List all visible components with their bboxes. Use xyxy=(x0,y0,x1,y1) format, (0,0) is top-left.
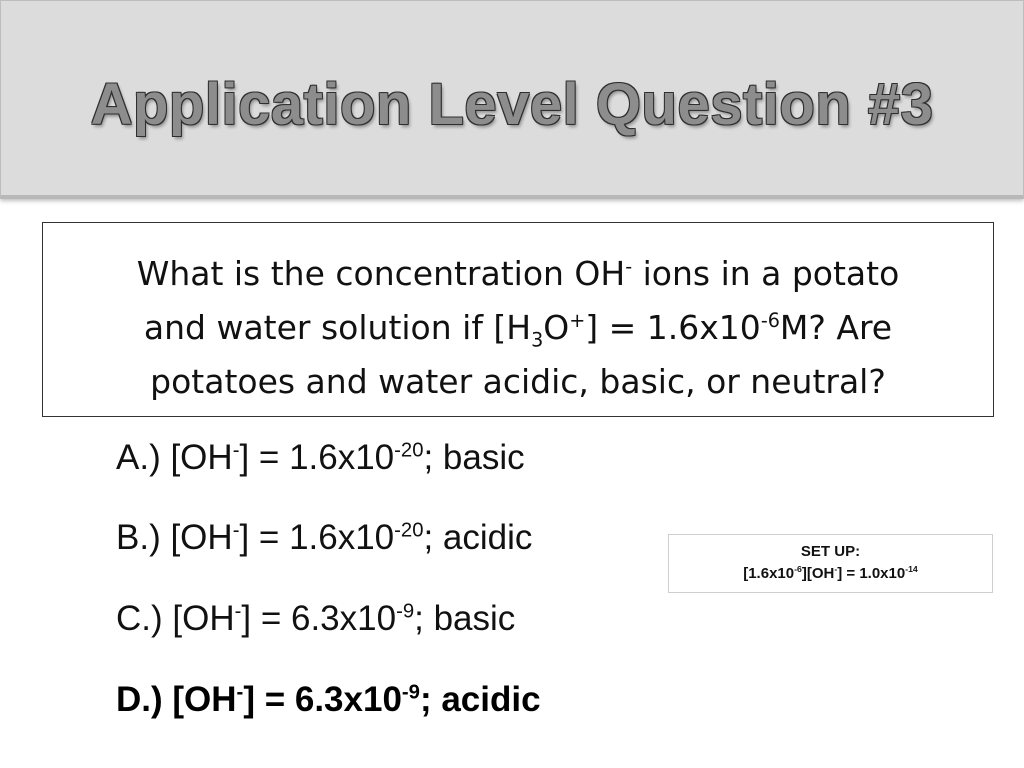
answer-option-a[interactable] xyxy=(116,438,525,478)
setup-box xyxy=(668,534,993,593)
answer-a-mid: ] = 1.6x10 xyxy=(239,438,395,477)
question-line-2-sup-1: + xyxy=(569,309,586,332)
setup-equation xyxy=(669,563,992,585)
answer-option-c[interactable] xyxy=(116,599,515,639)
question-line-2-text-a: and water solution if [H xyxy=(143,308,532,347)
answer-c-sup-2: -9 xyxy=(396,600,415,623)
answer-a-prefix: A.) [OH xyxy=(116,438,233,477)
answer-d-suffix: ; acidic xyxy=(419,680,541,719)
answer-c-prefix: C.) [OH xyxy=(116,599,235,638)
answer-b-prefix: B.) [OH xyxy=(116,518,233,557)
answer-b-sup-1: - xyxy=(232,519,240,542)
answer-b-sup-2: -20 xyxy=(394,519,424,542)
question-text xyxy=(43,247,993,409)
setup-label: SET UP: xyxy=(800,543,861,560)
answer-d-sup-2: -9 xyxy=(401,681,420,704)
question-line-2 xyxy=(43,301,993,355)
question-line-2-text-c: ] = 1.6x10 xyxy=(585,308,761,347)
answer-d-prefix: D.) [OH xyxy=(116,680,237,719)
answer-a-suffix: ; basic xyxy=(423,438,525,477)
answer-d-mid: ] = 6.3x10 xyxy=(243,680,402,719)
answer-option-d-correct[interactable] xyxy=(116,680,541,720)
question-line-2-text-d: M? Are xyxy=(779,308,893,347)
answer-a-sup-1: - xyxy=(232,439,240,462)
question-line-1 xyxy=(43,247,993,301)
answer-b-suffix: ; acidic xyxy=(423,518,533,557)
question-line-1-sup: - xyxy=(625,255,633,278)
setup-sup-c: -14 xyxy=(905,564,918,574)
setup-sup-b: - xyxy=(834,564,838,574)
question-line-3: potatoes and water acidic, basic, or neutral? xyxy=(150,362,886,401)
answer-d-sup-1: - xyxy=(236,681,244,704)
answer-b-mid: ] = 1.6x10 xyxy=(239,518,395,557)
question-line-2-sub: 3 xyxy=(531,328,544,352)
setup-text-b: ][OH xyxy=(801,565,835,582)
question-line-1-text-a: What is the concentration OH xyxy=(136,254,626,293)
answer-c-sup-1: - xyxy=(234,600,242,623)
setup-text-c: ] = 1.0x10 xyxy=(837,565,906,582)
answer-a-sup-2: -20 xyxy=(394,439,424,462)
setup-sup-a: -6 xyxy=(794,564,802,574)
answer-option-b[interactable] xyxy=(116,518,532,558)
answer-c-suffix: ; basic xyxy=(414,599,516,638)
slide-title: Application Level Question #3 xyxy=(90,72,934,137)
question-box xyxy=(42,222,994,417)
question-line-2-text-b: O xyxy=(543,308,570,347)
question-line-1-text-b: ions in a potato xyxy=(632,254,900,293)
answer-c-mid: ] = 6.3x10 xyxy=(241,599,397,638)
setup-text-a: [1.6x10 xyxy=(743,565,795,582)
question-line-2-sup-2: -6 xyxy=(760,309,780,332)
